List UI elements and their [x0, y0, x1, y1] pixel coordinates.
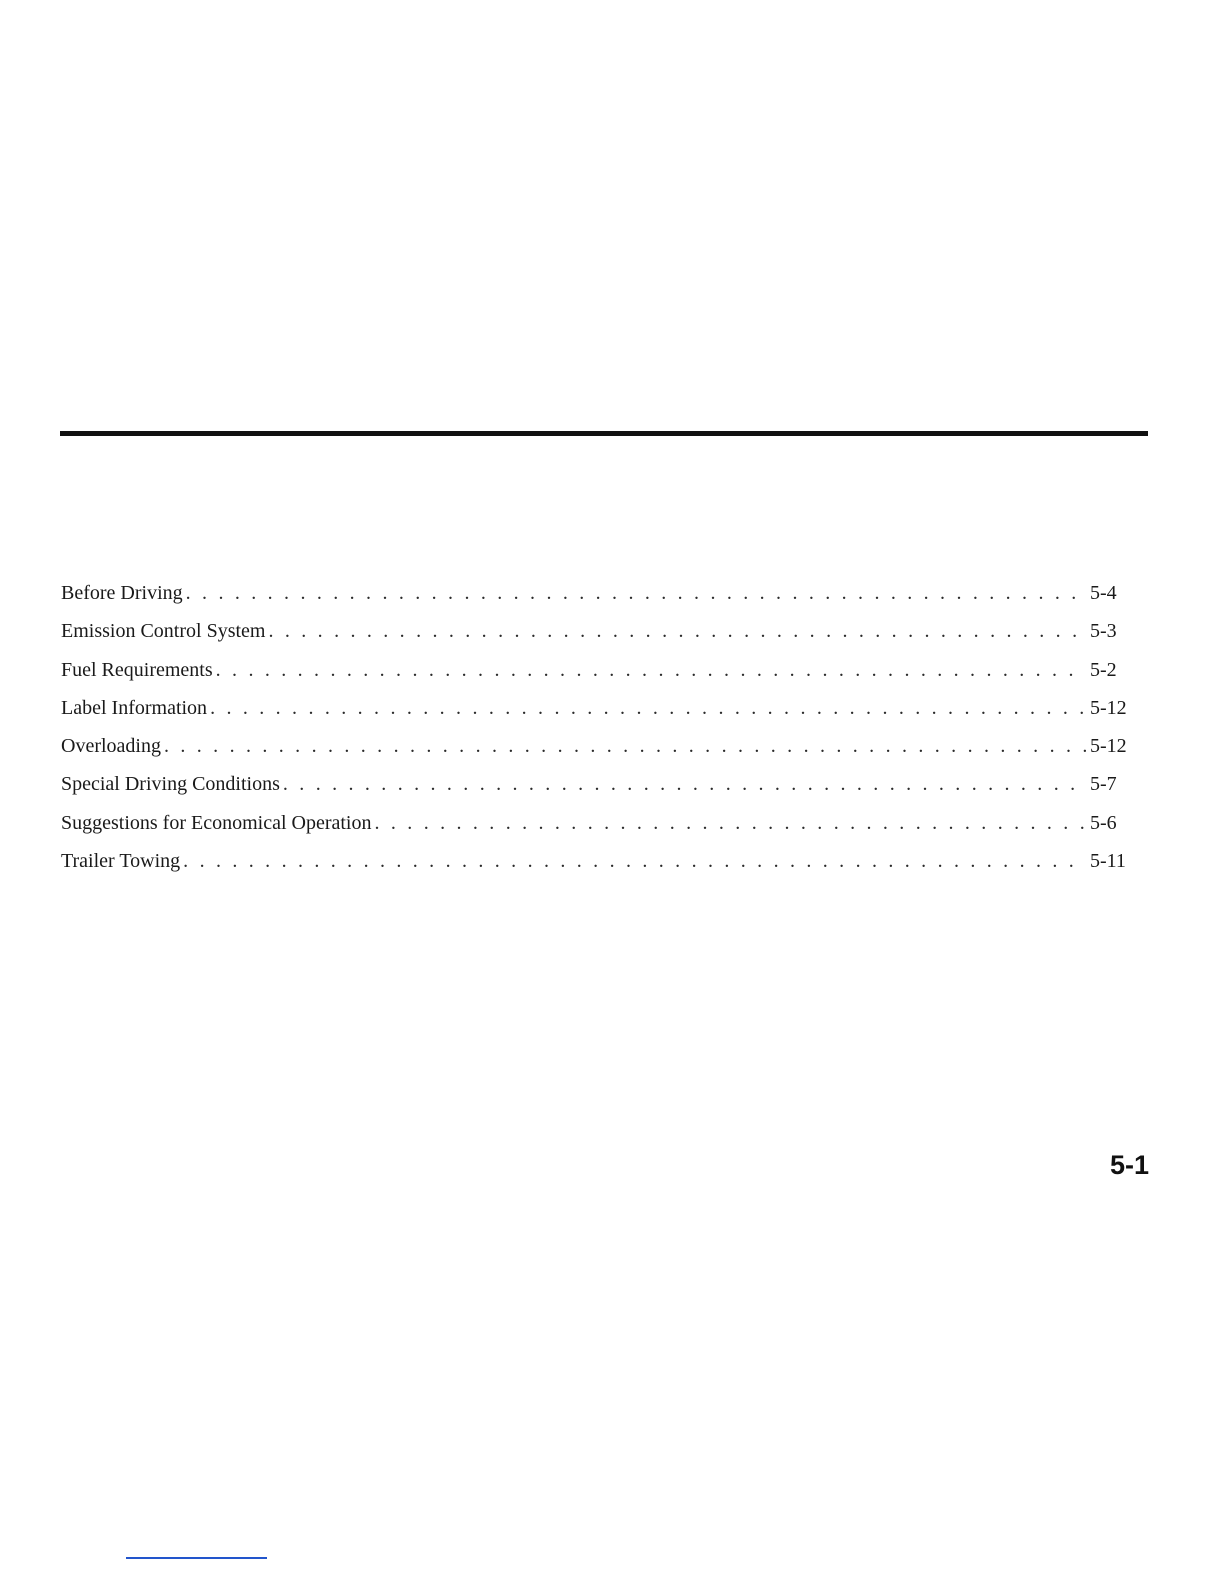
toc-entry-page: 5-12: [1090, 735, 1127, 758]
toc-entry-label-information[interactable]: [61, 693, 1131, 731]
toc-entry-title: Emission Control System: [61, 620, 266, 643]
toc-entry-page: 5-12: [1090, 696, 1127, 719]
toc-entry-suggestions-for-economical-operation[interactable]: [61, 808, 1131, 846]
toc-dot-leader: [268, 616, 1086, 646]
toc-entry-title: Trailer Towing: [61, 850, 181, 873]
toc-entry-page: 5-7: [1090, 773, 1117, 796]
toc-entry-title: Fuel Requirements: [61, 658, 213, 681]
toc-entry-title: Before Driving: [61, 582, 183, 604]
toc-entry-fuel-requirements[interactable]: [61, 655, 1131, 693]
toc-entry-emission-control-system[interactable]: [61, 616, 1131, 654]
toc-dot-leader: [210, 693, 1086, 723]
toc-entry-title: Label Information: [61, 696, 208, 719]
toc-entry-trailer-towing[interactable]: [61, 846, 1131, 884]
section-divider-rule: [60, 431, 1148, 436]
footer-link-underline: [126, 1557, 267, 1559]
toc-entry-before-driving[interactable]: [61, 578, 1131, 616]
toc-entry-page: 5-11: [1090, 850, 1126, 873]
toc-entry-page: 5-2: [1090, 658, 1117, 681]
toc-entry-title: Overloading: [61, 735, 161, 758]
toc-entry-title: Special Driving Conditions: [61, 773, 280, 796]
toc-dot-leader: [375, 808, 1087, 838]
toc-dot-leader: [164, 731, 1086, 761]
toc-entry-title: Suggestions for Economical Operation: [61, 811, 372, 834]
toc-entry-page: 5-3: [1090, 620, 1117, 643]
toc-dot-leader: [183, 846, 1086, 876]
toc-entry-special-driving-conditions[interactable]: [61, 769, 1131, 807]
toc-dot-leader: [283, 769, 1086, 799]
toc-entry-page: 5-4: [1090, 582, 1117, 604]
toc-dot-leader: [216, 655, 1086, 685]
toc-dot-leader: [186, 578, 1086, 608]
toc-entry-page: 5-6: [1090, 811, 1117, 834]
table-of-contents: [61, 578, 1131, 884]
page-number: 5-1: [1110, 1150, 1150, 1180]
toc-entry-overloading[interactable]: [61, 731, 1131, 769]
